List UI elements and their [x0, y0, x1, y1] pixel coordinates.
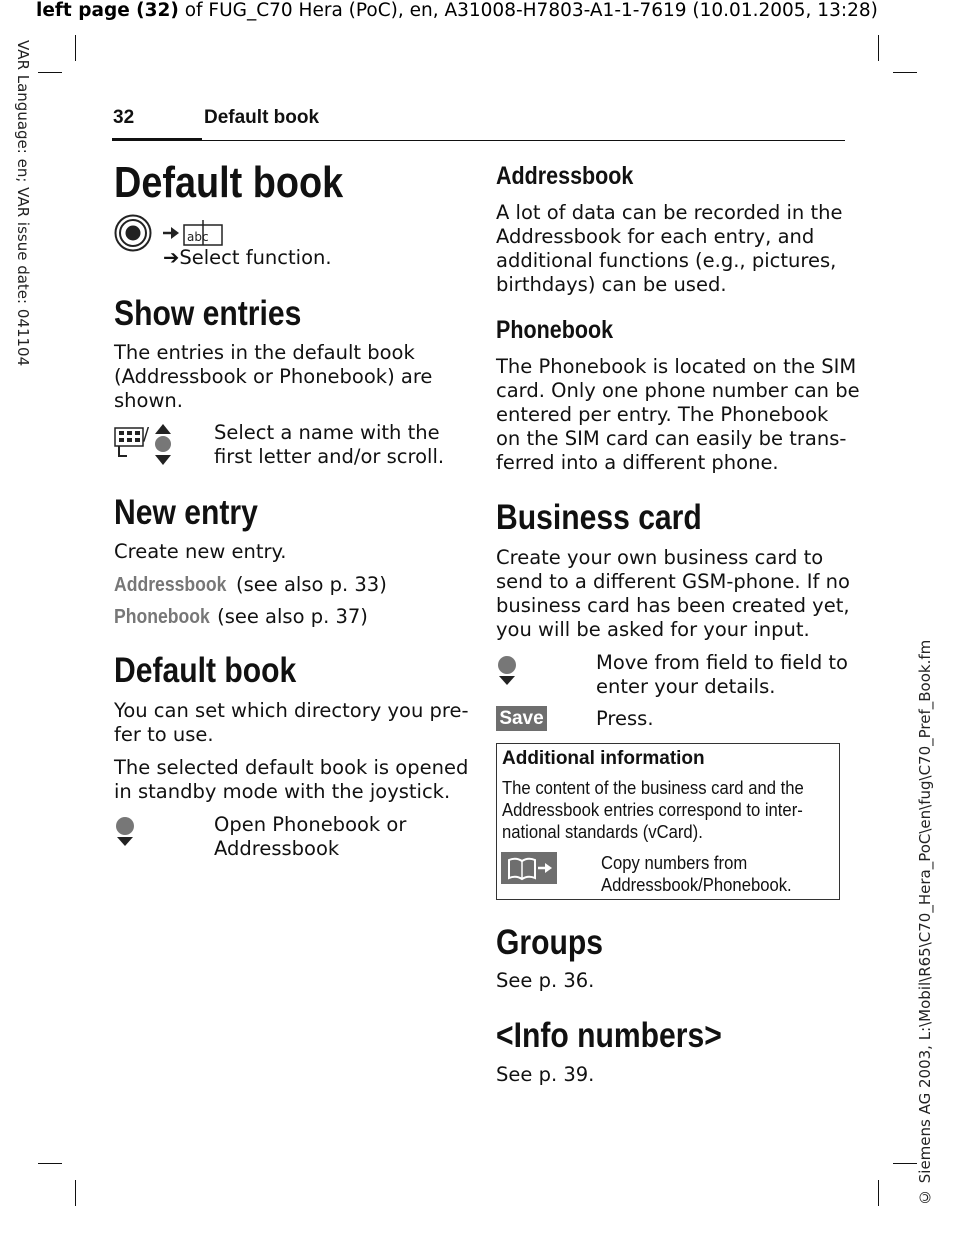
text-line: you will be asked for your input.: [496, 618, 810, 641]
text-line: business card has been created yet,: [496, 594, 850, 617]
heading-default-book: Default book: [114, 651, 297, 690]
book-arrow-icon: [501, 852, 557, 888]
text-line: in standby mode with the joystick.: [114, 780, 451, 803]
text-line: Addressbook for each entry, and: [496, 225, 815, 248]
text-line: on the SIM card can easily be trans-: [496, 427, 847, 450]
menu-option-addressbook: [114, 573, 387, 597]
menu-label-phonebook: Phonebook: [114, 606, 210, 628]
text-line: card. Only one phone number can be: [496, 379, 860, 402]
new-entry-text: Create new entry.: [114, 540, 287, 563]
text-line: national standards (vCard).: [502, 821, 703, 842]
heading-groups: Groups: [496, 923, 604, 962]
slash-separator: /: [143, 424, 150, 445]
save-softkey: Save: [496, 706, 547, 731]
text-line: Addressbook entries correspond to inter-: [502, 799, 803, 820]
text-line: (Addressbook or Phonebook) are: [114, 365, 433, 388]
nav-step: [163, 246, 332, 270]
crop-mark: [75, 1180, 76, 1206]
keypad-icon: [115, 428, 143, 456]
heading-show-entries: Show entries: [114, 294, 302, 333]
arrow-right-icon: [163, 227, 179, 239]
show-entries-instruction: [214, 421, 444, 469]
menu-label-addressbook: Addressbook: [114, 574, 227, 596]
text-line: The selected default book is opened: [114, 756, 469, 779]
info-numbers-text: See p. 39.: [496, 1063, 595, 1086]
print-meta-rest: of FUG_C70 Hera (PoC), en, A31008-H7803-A1-1-7619 (10.01.2005, 13:28): [178, 0, 878, 21]
groups-text: See p. 36.: [496, 969, 595, 992]
joystick-down-icon: [114, 815, 136, 851]
text-line: birthdays) can be used.: [496, 273, 727, 296]
text-line: first letter and/or scroll.: [214, 445, 445, 468]
info-box-text: [502, 777, 804, 843]
text-line: shown.: [114, 389, 183, 412]
arrow-right-icon: ➔: [163, 246, 180, 269]
heading-new-entry: New entry: [114, 493, 258, 532]
joystick-center-icon: [116, 216, 151, 251]
crop-mark: [893, 72, 917, 73]
default-book-p2: [114, 756, 468, 804]
text-line: fer to use.: [114, 723, 214, 746]
text-line: Move from field to field to: [596, 651, 848, 674]
right-margin-note: © Siemens AG 2003, L:\Mobil\R65\C70_Hera_PoC\en\fug\C70_Pref_Book.fm: [916, 640, 934, 1207]
text-line: ferred into a different phone.: [496, 451, 779, 474]
copy-numbers-text: [601, 852, 792, 896]
heading-business-card: Business card: [496, 498, 702, 537]
menu-ref: (see also p. 33): [229, 573, 387, 596]
text-line: enter your details.: [596, 675, 776, 698]
menu-ref: (see also p. 37): [210, 605, 368, 628]
running-header: Default book: [204, 107, 320, 128]
text-line: send to a different GSM-phone. If no: [496, 570, 850, 593]
text-line: You can set which directory you pre-: [114, 699, 469, 722]
joystick-down-icon: [496, 654, 518, 690]
keypad-scroll-icons: [113, 420, 175, 472]
crop-mark: [878, 35, 879, 61]
page-title: Default book: [114, 158, 344, 207]
page-number: 32: [113, 107, 135, 128]
left-margin-note: VAR Language: en; VAR issue date: 041104: [14, 40, 32, 367]
default-book-p1: [114, 699, 469, 747]
svg-text:abc: abc: [187, 230, 209, 244]
text-line: Copy numbers from: [601, 852, 748, 873]
text-line: The content of the business card and the: [502, 777, 804, 798]
text-line: entered per entry. The Phonebook: [496, 403, 829, 426]
crop-mark: [38, 72, 62, 73]
crop-mark: [893, 1163, 917, 1164]
save-instruction: Press.: [596, 707, 654, 730]
phonebook-text: [496, 355, 860, 475]
additional-info-box: [496, 743, 840, 900]
menu-option-phonebook: [114, 605, 368, 629]
header-rule: [112, 140, 845, 141]
default-book-instruction: [214, 813, 406, 861]
text-line: Select a name with the: [214, 421, 440, 444]
show-entries-text: [114, 341, 432, 413]
heading-info-numbers: <Info numbers>: [496, 1016, 722, 1055]
heading-addressbook: Addressbook: [496, 162, 634, 190]
business-card-text: [496, 546, 850, 642]
heading-phonebook: Phonebook: [496, 316, 614, 344]
nav-step-text: Select function.: [179, 246, 332, 269]
text-line: Addressbook/Phonebook.: [601, 874, 792, 895]
print-meta-line: [36, 0, 878, 21]
crop-mark: [75, 35, 76, 61]
text-line: Create your own business card to: [496, 546, 824, 569]
info-box-title: Additional information: [502, 748, 705, 769]
text-line: The entries in the default book: [114, 341, 415, 364]
print-meta-bold: left page (32): [36, 0, 179, 21]
crop-mark: [878, 1180, 879, 1206]
text-line: additional functions (e.g., pictures,: [496, 249, 837, 272]
text-line: The Phonebook is located on the SIM: [496, 355, 857, 378]
text-line: A lot of data can be recorded in the: [496, 201, 843, 224]
text-line: Open Phonebook or: [214, 813, 407, 836]
crop-mark: [38, 1163, 62, 1164]
addressbook-text: [496, 201, 843, 297]
business-card-instruction: [596, 651, 848, 699]
text-line: Addressbook: [214, 837, 340, 860]
joystick-up-down-icon: [155, 424, 171, 465]
book-icon: [184, 220, 222, 245]
